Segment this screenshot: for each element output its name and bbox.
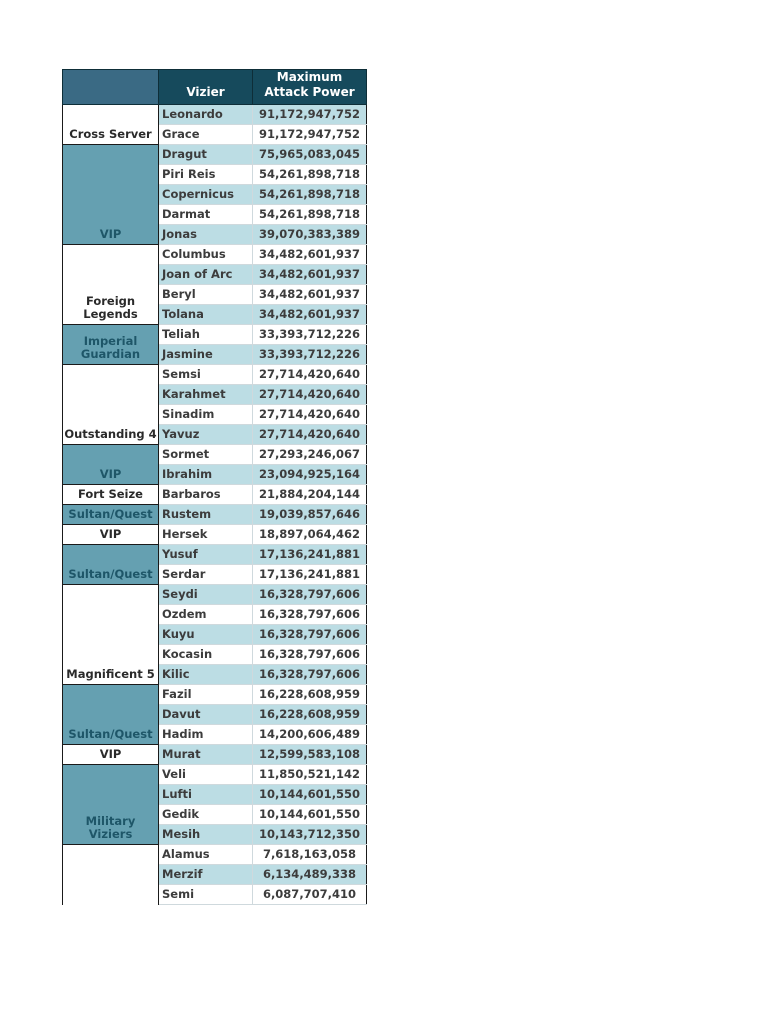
vizier-name-cell: Columbus — [159, 245, 253, 265]
attack-power-cell: 39,070,383,389 — [253, 225, 367, 245]
table-row — [63, 145, 367, 165]
group-label-cell — [63, 845, 159, 905]
table-row — [63, 525, 367, 545]
vizier-name-cell: Leonardo — [159, 105, 253, 125]
attack-power-column-header: Maximum Attack Power — [253, 70, 367, 105]
attack-power-cell: 18,897,064,462 — [253, 525, 367, 545]
table-row — [63, 505, 367, 525]
table-row — [63, 105, 367, 125]
vizier-name-cell: Serdar — [159, 565, 253, 585]
attack-power-cell: 16,228,608,959 — [253, 705, 367, 725]
attack-power-cell: 54,261,898,718 — [253, 205, 367, 225]
attack-power-cell: 27,293,246,067 — [253, 445, 367, 465]
vizier-table — [62, 69, 367, 905]
group-label-cell: Sultan/Quest — [63, 545, 159, 585]
vizier-name-cell: Seydi — [159, 585, 253, 605]
vizier-attack-power-sheet — [62, 69, 366, 905]
attack-power-cell: 7,618,163,058 — [253, 845, 367, 865]
vizier-name-cell: Rustem — [159, 505, 253, 525]
vizier-name-cell: Mesih — [159, 825, 253, 845]
attack-power-cell: 54,261,898,718 — [253, 165, 367, 185]
vizier-name-cell: Kocasin — [159, 645, 253, 665]
attack-power-cell: 23,094,925,164 — [253, 465, 367, 485]
vizier-name-cell: Kilic — [159, 665, 253, 685]
vizier-name-cell: Jonas — [159, 225, 253, 245]
vizier-name-cell: Karahmet — [159, 385, 253, 405]
table-row — [63, 365, 367, 385]
vizier-name-cell: Hadim — [159, 725, 253, 745]
table-row — [63, 585, 367, 605]
vizier-name-cell: Piri Reis — [159, 165, 253, 185]
attack-power-cell: 91,172,947,752 — [253, 125, 367, 145]
table-row — [63, 845, 367, 865]
group-label-cell: Sultan/Quest — [63, 685, 159, 745]
vizier-name-cell: Darmat — [159, 205, 253, 225]
attack-power-cell: 27,714,420,640 — [253, 385, 367, 405]
vizier-name-cell: Sormet — [159, 445, 253, 465]
vizier-name-cell: Teliah — [159, 325, 253, 345]
group-label-cell: Fort Seize — [63, 485, 159, 505]
attack-power-cell: 16,328,797,606 — [253, 645, 367, 665]
group-label-cell: Imperial Guardian — [63, 325, 159, 365]
vizier-name-cell: Yusuf — [159, 545, 253, 565]
table-row — [63, 765, 367, 785]
attack-power-cell: 27,714,420,640 — [253, 425, 367, 445]
vizier-name-cell: Beryl — [159, 285, 253, 305]
table-row — [63, 445, 367, 465]
vizier-name-cell: Semi — [159, 885, 253, 905]
vizier-name-cell: Grace — [159, 125, 253, 145]
group-label-cell: Outstanding 4 — [63, 365, 159, 445]
attack-power-cell: 34,482,601,937 — [253, 285, 367, 305]
group-label-cell: Foreign Legends — [63, 245, 159, 325]
vizier-name-cell: Sinadim — [159, 405, 253, 425]
attack-power-cell: 14,200,606,489 — [253, 725, 367, 745]
table-row — [63, 485, 367, 505]
vizier-name-cell: Jasmine — [159, 345, 253, 365]
group-label-cell: Magnificent 5 — [63, 585, 159, 685]
group-label-cell: VIP — [63, 745, 159, 765]
group-label-cell: Sultan/Quest — [63, 505, 159, 525]
attack-power-cell: 10,143,712,350 — [253, 825, 367, 845]
attack-power-cell: 10,144,601,550 — [253, 785, 367, 805]
vizier-name-cell: Ozdem — [159, 605, 253, 625]
attack-power-cell: 16,328,797,606 — [253, 585, 367, 605]
table-row — [63, 685, 367, 705]
group-label-cell: VIP — [63, 525, 159, 545]
attack-power-cell: 16,228,608,959 — [253, 685, 367, 705]
attack-power-cell: 16,328,797,606 — [253, 625, 367, 645]
vizier-name-cell: Kuyu — [159, 625, 253, 645]
attack-power-cell: 19,039,857,646 — [253, 505, 367, 525]
attack-power-cell: 11,850,521,142 — [253, 765, 367, 785]
vizier-name-cell: Ibrahim — [159, 465, 253, 485]
vizier-name-cell: Joan of Arc — [159, 265, 253, 285]
attack-power-cell: 6,134,489,338 — [253, 865, 367, 885]
group-label-cell: VIP — [63, 145, 159, 245]
attack-power-cell: 17,136,241,881 — [253, 545, 367, 565]
vizier-name-cell: Fazil — [159, 685, 253, 705]
vizier-name-cell: Lufti — [159, 785, 253, 805]
vizier-name-cell: Tolana — [159, 305, 253, 325]
attack-power-cell: 27,714,420,640 — [253, 405, 367, 425]
attack-power-cell: 91,172,947,752 — [253, 105, 367, 125]
attack-power-cell: 34,482,601,937 — [253, 245, 367, 265]
group-label-cell: VIP — [63, 445, 159, 485]
table-header — [63, 70, 367, 105]
attack-power-cell: 16,328,797,606 — [253, 605, 367, 625]
attack-power-cell: 27,714,420,640 — [253, 365, 367, 385]
vizier-name-cell: Yavuz — [159, 425, 253, 445]
attack-power-cell: 34,482,601,937 — [253, 265, 367, 285]
vizier-name-cell: Alamus — [159, 845, 253, 865]
attack-power-cell: 33,393,712,226 — [253, 345, 367, 365]
table-row — [63, 325, 367, 345]
vizier-name-cell: Barbaros — [159, 485, 253, 505]
vizier-name-cell: Merzif — [159, 865, 253, 885]
attack-power-cell: 54,261,898,718 — [253, 185, 367, 205]
vizier-column-header: Vizier — [159, 70, 253, 105]
header-row — [63, 70, 367, 105]
vizier-name-cell: Murat — [159, 745, 253, 765]
table-row — [63, 545, 367, 565]
vizier-name-cell: Copernicus — [159, 185, 253, 205]
vizier-name-cell: Davut — [159, 705, 253, 725]
attack-power-cell: 75,965,083,045 — [253, 145, 367, 165]
group-label-cell: Military Viziers — [63, 765, 159, 845]
attack-power-cell: 34,482,601,937 — [253, 305, 367, 325]
table-body — [63, 105, 367, 905]
group-column-header — [63, 70, 159, 105]
vizier-name-cell: Hersek — [159, 525, 253, 545]
table-row — [63, 245, 367, 265]
attack-power-cell: 17,136,241,881 — [253, 565, 367, 585]
attack-power-cell: 16,328,797,606 — [253, 665, 367, 685]
table-row — [63, 745, 367, 765]
attack-power-cell: 21,884,204,144 — [253, 485, 367, 505]
attack-power-cell: 33,393,712,226 — [253, 325, 367, 345]
group-label-cell: Cross Server — [63, 105, 159, 145]
attack-power-cell: 10,144,601,550 — [253, 805, 367, 825]
vizier-name-cell: Dragut — [159, 145, 253, 165]
vizier-name-cell: Semsi — [159, 365, 253, 385]
attack-power-cell: 12,599,583,108 — [253, 745, 367, 765]
vizier-name-cell: Gedik — [159, 805, 253, 825]
attack-power-cell: 6,087,707,410 — [253, 885, 367, 905]
vizier-name-cell: Veli — [159, 765, 253, 785]
